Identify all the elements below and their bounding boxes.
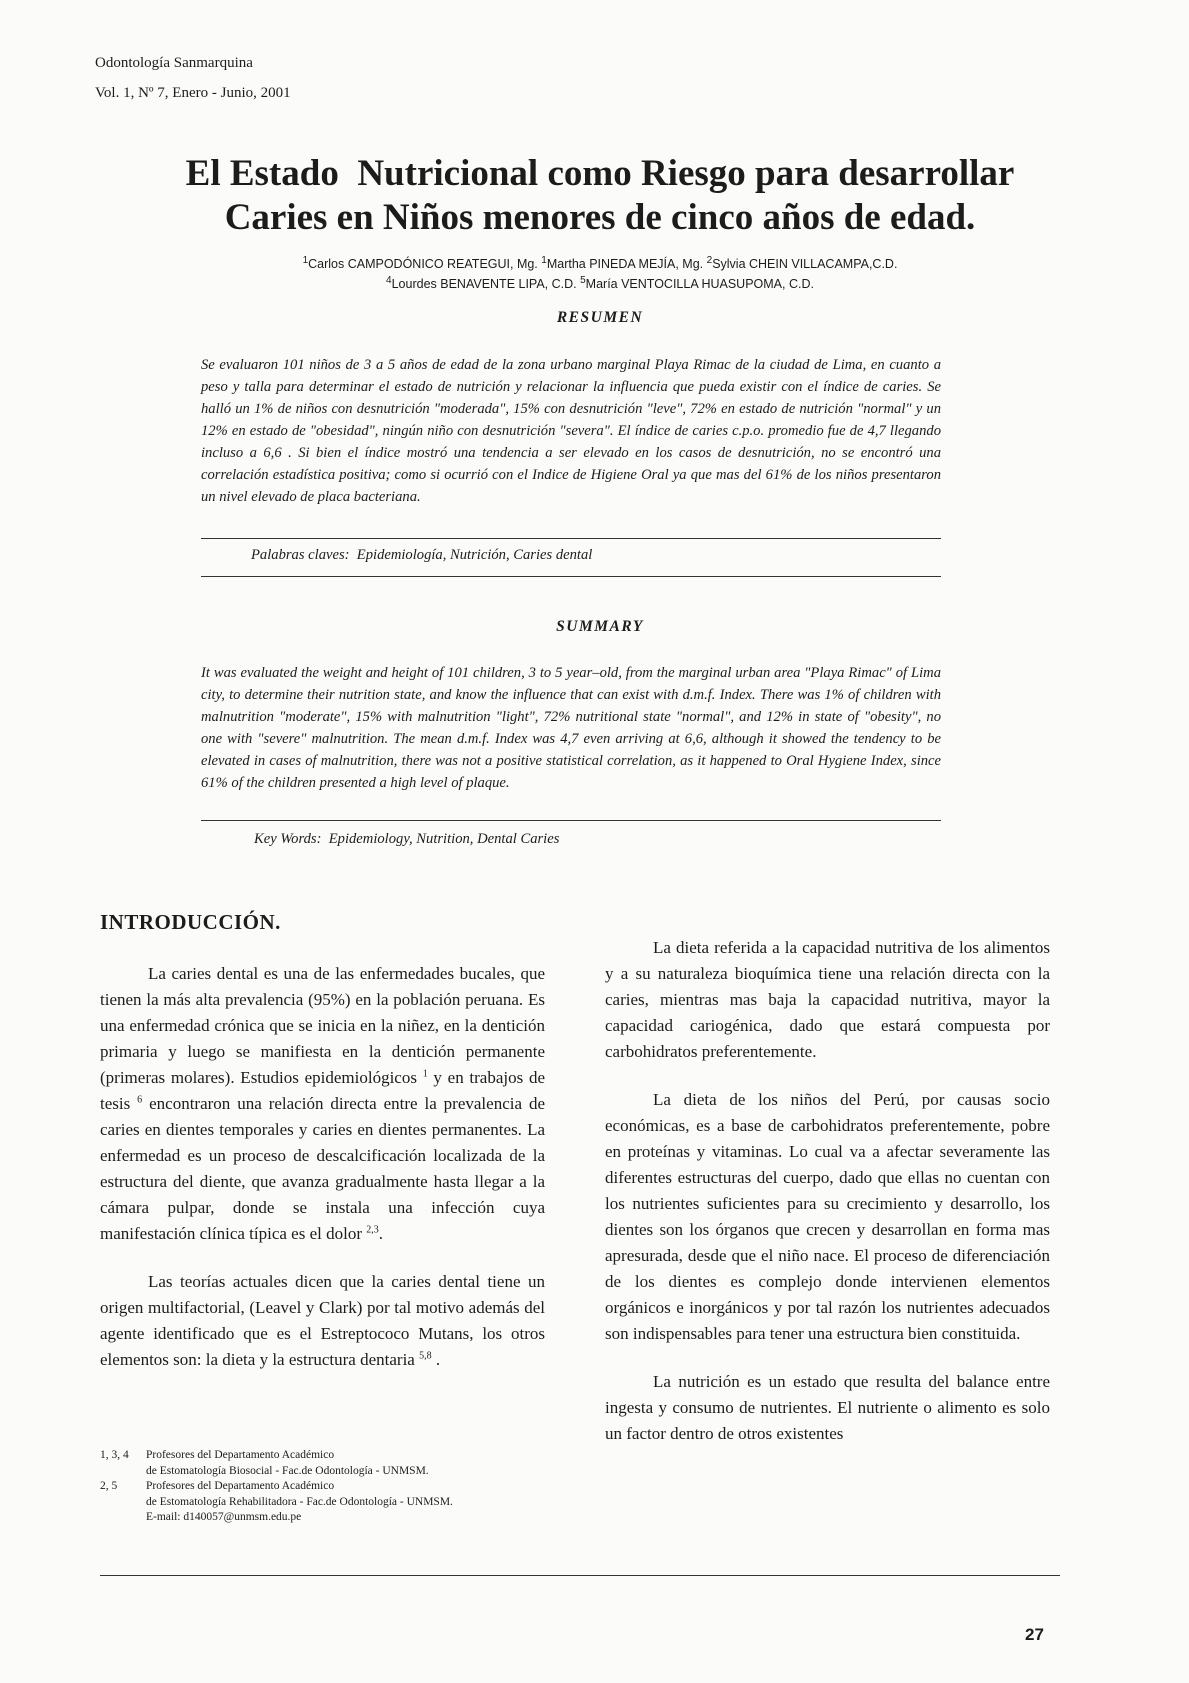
keywords-label: Key Words:	[254, 831, 322, 847]
email: E-mail: d140057@unmsm.edu.pe	[146, 1511, 302, 1523]
journal-name: Odontología Sanmarquina	[95, 55, 253, 71]
affiliation-mark: 1	[541, 254, 547, 266]
affiliation-mark: 4	[386, 274, 392, 286]
right-column	[605, 935, 1050, 1447]
paragraph: Las teorías actuales dicen que la caries dental tiene un origen multifactorial, (Leavel y Clark) por tal motivo además del agente identificado que es el Estreptococo Mutans, los otros elementos son: la dieta y la estructura dentaria $^{5,8}$ .	[100, 1272, 545, 1369]
author-line-1	[100, 254, 1100, 274]
intro-heading: INTRODUCCIÓN.	[100, 910, 281, 934]
author-list	[100, 254, 1100, 294]
paragraph: La dieta de los niños del Perú, por causas socio económicas, es a base de carbohidratos preferentemente, pobre en proteínas y vitaminas. Lo cual va a afectar severamente las diferentes estructuras del cuerpo, dado que ellas no cuentan con los nutrientes suficientes para su crecimiento y desarrollo, los dientes son los órganos que crecen y desarrollan en forma mas apresurada, desde que el niño nace. El proceso de diferenciación de los dientes es complejo donde intervienen elementos orgánicos e inorgánicos y por tal razón los nutrientes adecuados son indispensables para tener una estructura bien constituida.	[605, 1090, 1050, 1343]
citation-ref: 5,8	[419, 1350, 432, 1362]
footer-rule	[100, 1575, 1060, 1576]
footnotes	[100, 1448, 570, 1526]
summary-heading: SUMMARY	[556, 618, 644, 635]
footnote: 1, 3, 4 Profesores del Departamento Académico de Estomatología Biosocial - Fac.de Odontología - UNMSM.	[100, 1448, 570, 1479]
summary-text: It was evaluated the weight and height of 101 children, 3 to 5 year–old, from the marginal urban area "Playa Rimac" of Lima city, to determine their nutrition state, and know the influence that can exist with d.m.f. Index. There was 1% of children with malnutrition "moderate", 15% with malnutrition "light", 72% nutritional state "normal", and 12% in state of "obesity", no one with "severe" malnutrition. The mean d.m.f. Index was 4,7 even arriving at 6,6, although it showed the tendency to be elevated in cases of malnutrition, there was not a positive statistical correlation, as it happened to Oral Hygiene Index, since 61% of the children presented a high level of plaque.	[201, 665, 941, 791]
summary-keywords	[254, 831, 559, 848]
affiliation-mark: 2	[706, 254, 713, 266]
divider	[201, 576, 941, 577]
footnote-number: 1, 3, 4	[100, 1449, 129, 1461]
footnote-number: 2, 5	[100, 1480, 118, 1492]
resumen-heading: RESUMEN	[556, 309, 644, 326]
resumen-text: Se evaluaron 101 niños de 3 a 5 años de edad de la zona urbano marginal Playa Rimac de la ciudad de Lima, en cuanto a peso y talla para determinar el estado de nutrición y relacionar la influencia que pueda existir con el índice de caries. Se halló un 1% de niños con desnutrición "moderada", 15% con desnutrición "leve", 72% en estado de nutrición "normal" y un 12% en estado de "obesidad", ningún niño con desnutrición "severa". El índice de caries c.p.o. promedio fue de 4,7 llegando incluso a 6,6 . Si bien el índice mostró una tendencia a ser elevado en los casos de desnutrición, no se encontró una correlación estadística positiva; como si ocurrió con el Indice de Higiene Oral ya que mas del 61% de los niños presentaron un nivel elevado de placa bacteriana.	[201, 357, 941, 505]
title-line-2: Caries en Niños menores de cinco años de edad.	[224, 197, 976, 238]
citation-ref: 6	[137, 1094, 143, 1106]
paragraph: La dieta referida a la capacidad nutritiva de los alimentos y a su naturaleza bioquímica tiene una relación directa con la caries, mientras mas baja la capacidad nutritiva, mayor la capacidad cariogénica, dado que estará compuesta por carbohidratos preferentemente.	[605, 938, 1050, 1061]
author: Carlos CAMPODÓNICO REATEGUI, Mg.	[308, 257, 538, 271]
title-line-1: El Estado Nutricional como Riesgo para desarrollar	[185, 153, 1015, 194]
keywords-label: Palabras claves:	[251, 547, 350, 563]
author: Sylvia CHEIN VILLACAMPA,C.D.	[712, 257, 898, 271]
footnote: 2, 5 Profesores del Departamento Académico de Estomatología Rehabilitadora - Fac.de Odontología - UNMSM.	[100, 1479, 570, 1510]
journal-header	[95, 48, 291, 108]
citation-ref: 2,3	[366, 1224, 379, 1236]
author: Lourdes BENAVENTE LIPA, C.D.	[391, 277, 577, 291]
author: María VENTOCILLA HUASUPOMA, C.D.	[585, 277, 814, 291]
keywords-value: Epidemiología, Nutrición, Caries dental	[356, 547, 593, 563]
divider	[201, 820, 941, 821]
keywords-value: Epidemiology, Nutrition, Dental Caries	[328, 831, 560, 847]
resumen-keywords	[251, 547, 592, 564]
paragraph: La nutrición es un estado que resulta del balance entre ingesta y consumo de nutrientes. El nutriente o alimento es solo un factor dentro de otros existentes	[605, 1372, 1050, 1443]
paragraph: La caries dental es una de las enfermedades bucales, que tienen la más alta prevalencia (95%) en la población peruana. Es una enfermedad crónica que se inicia en la niñez, en la dentición primaria y luego se manifiesta en la dentición permanente (primeras molares). Estudios epidemiológicos $^1$ y en trabajos de tesis $^6$ encontraron una relación directa entre la prevalencia de caries en dientes temporales y caries en dientes permanentes. La enfermedad es un proceso de descalcificación localizada de la estructura del diente, que avanza gradualmente hasta llegar a la cámara pulpar, donde se instala una infección cuya manifestación clínica típica es el dolor $^{2,3}$.	[100, 964, 546, 1243]
article-title	[100, 152, 1100, 240]
affiliation-mark: 1	[302, 254, 309, 266]
divider	[201, 538, 941, 539]
page-number: 27	[1025, 1625, 1044, 1644]
left-column	[100, 961, 545, 1373]
author: Martha PINEDA MEJÍA, Mg.	[546, 257, 704, 271]
citation-ref: 1	[422, 1068, 428, 1080]
author-line-2	[100, 274, 1100, 294]
affiliation-mark: 5	[580, 274, 586, 286]
journal-issue: Vol. 1, Nº 7, Enero - Junio, 2001	[95, 85, 291, 101]
